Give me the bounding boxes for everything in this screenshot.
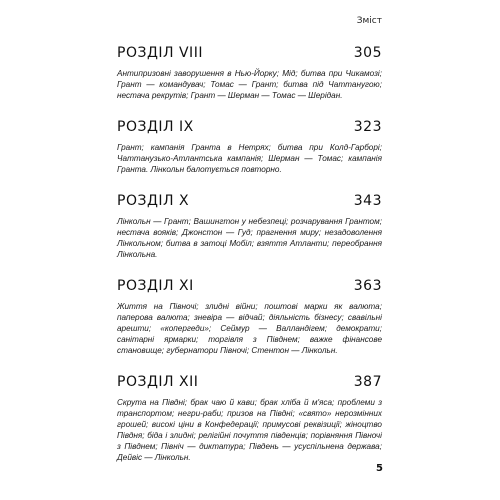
section-description: Скрута на Півдні; брак чаю й кави; брак хліба й м'яса; проблеми з транспортом; негри-раби; призов на Півдні; «свято» нерозмінних грошей; високі ціни в Конфедерації; примусові реквізиції; жіноцтво Півдня; біда і злидні; релігійні почуття південців; порівняння Півночі з Півднем; Північ — диктатура; Південь — усуспільнена держава; Дейвіс — Лінкольн. — [117, 398, 382, 462]
toc-section-9 — [117, 118, 382, 175]
section-title: РОЗДІЛ VIII — [117, 45, 203, 61]
section-page-number: 323 — [353, 119, 382, 135]
section-page-number: 305 — [353, 45, 382, 61]
toc-section-12 — [117, 373, 382, 463]
section-heading — [117, 373, 382, 391]
page-number: 5 — [376, 463, 383, 474]
section-heading — [117, 118, 382, 136]
section-page-number: 343 — [353, 193, 382, 209]
section-heading — [117, 277, 382, 295]
section-description: Лінкольн — Грант; Вашингтон у небезпеці; розчарування Грантом; нестача вояків; Джонстон — Гуд; прагнення миру; незадоволення Лінкольном; битва в затоці Мобіл; взяття Атланти; переобрання Лінкольна. — [117, 217, 382, 259]
table-of-contents — [117, 44, 382, 480]
section-description: Життя на Півночі; злидні війни; поштові марки як валюта; паперова валюта; зневіра — відчай; діяльність бізнесу; свавільні арешти; «копергеди»; Сеймур — Валландігем; демократи; санітарні ярмарки; торгівля з Півднем; важке фінансове становище; губернатори Півночі; Стентон — Лінкольн. — [117, 302, 382, 355]
section-title: РОЗДІЛ XI — [117, 278, 194, 294]
section-title: РОЗДІЛ IX — [117, 119, 194, 135]
section-heading — [117, 192, 382, 210]
section-heading — [117, 44, 382, 62]
toc-section-11 — [117, 277, 382, 356]
section-title: РОЗДІЛ XII — [117, 374, 199, 390]
toc-section-8 — [117, 44, 382, 101]
toc-section-10 — [117, 192, 382, 260]
section-title: РОЗДІЛ X — [117, 193, 190, 209]
section-description: Грант; кампанія Гранта в Нетрях; битва при Колд-Гарборі; Чаттанузько-Атлантська кампанія; Шерман — Томас; кампанія Гранта. Лінкольн балотується повторно. — [117, 143, 382, 174]
section-page-number: 387 — [353, 374, 382, 390]
section-page-number: 363 — [353, 278, 382, 294]
running-header: Зміст — [356, 16, 382, 26]
section-description: Антипризовні заворушення в Нью-Йорку; Мід; битва при Чикамозі; Грант — командувач; Томас — Грант; битва під Чаттанугою; нестача рекрутів; Грант — Шерман — Томас — Шерідан. — [117, 69, 382, 100]
